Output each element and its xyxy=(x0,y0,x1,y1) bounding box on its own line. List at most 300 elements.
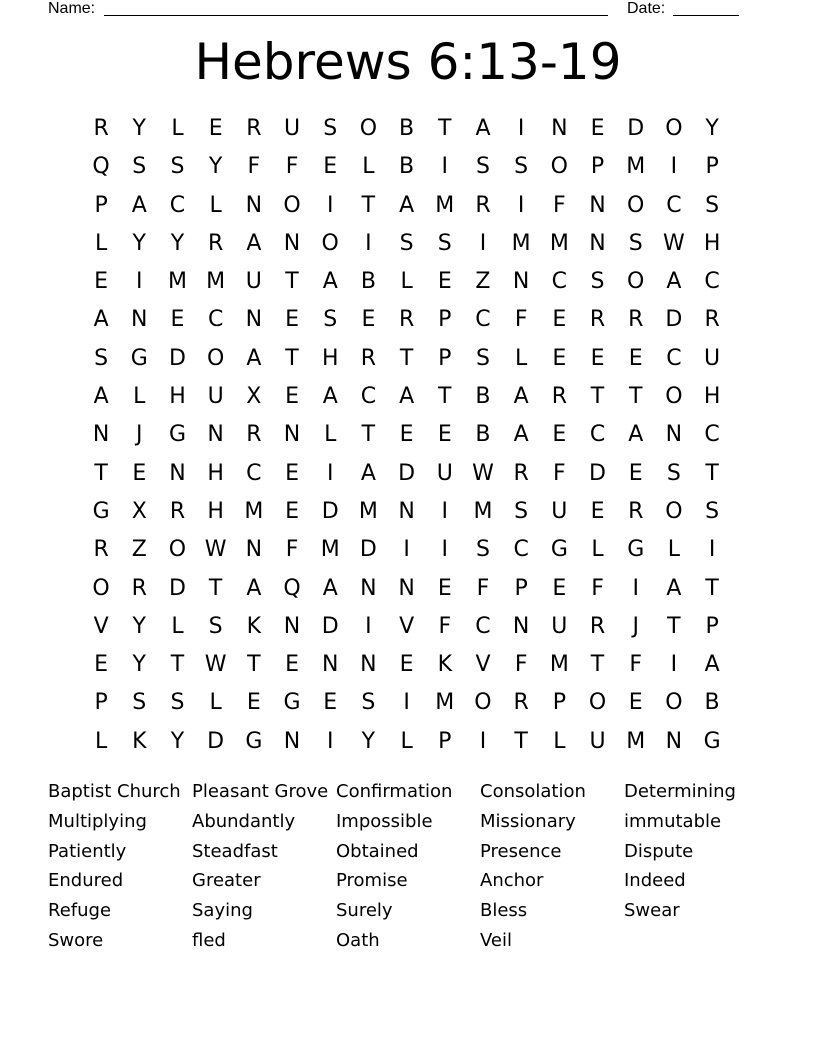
grid-letter: I xyxy=(479,728,487,754)
grid-letter: A xyxy=(399,192,415,218)
grid-letter: Y xyxy=(132,652,146,678)
grid-letter: L xyxy=(324,422,337,448)
grid-letter: E xyxy=(437,269,452,295)
word-list-item: Swear xyxy=(624,900,680,922)
grid-letter: N xyxy=(512,269,530,295)
grid-letter: N xyxy=(665,422,683,448)
grid-letter: R xyxy=(628,498,644,524)
grid-letter: H xyxy=(169,384,186,410)
grid-letter: P xyxy=(94,192,108,218)
grid-letter: D xyxy=(168,575,186,601)
word-list-item: Multiplying xyxy=(48,810,147,832)
grid-letter: E xyxy=(399,652,414,678)
word-list-item: fled xyxy=(192,929,226,951)
grid-letter: W xyxy=(472,460,494,486)
grid-letter: R xyxy=(551,384,567,410)
word-list-item: Swore xyxy=(48,929,104,951)
grid-letter: P xyxy=(705,154,719,180)
grid-letter: E xyxy=(208,116,223,141)
grid-letter: M xyxy=(320,537,340,563)
grid-letter: E xyxy=(94,652,109,678)
grid-letter: I xyxy=(326,460,334,486)
word-list-item: Refuge xyxy=(48,900,112,922)
grid-letter: Y xyxy=(132,116,146,141)
word-list-item: Missionary xyxy=(480,810,576,832)
grid-letter: O xyxy=(474,690,492,716)
grid-letter: C xyxy=(207,307,224,333)
grid-letter: O xyxy=(627,269,645,295)
grid-letter: A xyxy=(322,575,338,601)
grid-letter: C xyxy=(551,269,568,295)
grid-letter: L xyxy=(400,269,413,295)
word-list-item: Promise xyxy=(336,870,408,892)
grid-letter: C xyxy=(475,307,491,333)
grid-letter: U xyxy=(283,116,301,141)
grid-letter: D xyxy=(589,460,606,486)
grid-letter: E xyxy=(552,345,567,371)
grid-letter: N xyxy=(92,422,110,448)
grid-letter: I xyxy=(365,230,372,256)
grid-letter: D xyxy=(359,537,377,563)
grid-letter: M xyxy=(358,498,378,524)
grid-letter: P xyxy=(438,345,452,371)
grid-letter: N xyxy=(321,652,339,678)
grid-letter: L xyxy=(94,230,108,256)
grid-letter: S xyxy=(170,690,185,716)
grid-letter: R xyxy=(589,307,606,333)
grid-letter: R xyxy=(360,345,377,371)
grid-letter: I xyxy=(632,575,639,601)
grid-letter: R xyxy=(513,460,529,486)
grid-letter: A xyxy=(513,384,529,410)
grid-letter: Y xyxy=(170,230,185,256)
grid-letter: N xyxy=(283,613,301,639)
date-blank-line[interactable] xyxy=(673,0,739,16)
grid-letter: C xyxy=(475,613,491,639)
name-label: Name: xyxy=(48,0,96,17)
grid-letter: A xyxy=(246,345,262,371)
grid-letter: P xyxy=(438,307,452,333)
grid-letter: N xyxy=(360,575,377,601)
grid-letter: N xyxy=(360,652,377,678)
grid-letter: N xyxy=(169,460,186,486)
grid-letter: F xyxy=(514,652,528,678)
grid-letter: T xyxy=(438,116,452,141)
grid-letter: S xyxy=(705,192,720,218)
grid-letter: Y xyxy=(132,230,146,256)
word-list-item: Pleasant Grove xyxy=(192,781,329,802)
grid-letter: I xyxy=(403,537,410,563)
grid-letter: I xyxy=(326,728,334,754)
grid-letter: R xyxy=(131,575,147,601)
grid-letter: L xyxy=(667,537,681,563)
grid-letter: G xyxy=(703,728,721,754)
grid-letter: E xyxy=(628,460,643,486)
grid-letter: S xyxy=(514,154,529,180)
grid-letter: C xyxy=(246,460,262,486)
grid-letter: L xyxy=(94,728,108,754)
grid-letter: S xyxy=(437,230,452,256)
grid-letter: K xyxy=(437,652,452,678)
grid-letter: F xyxy=(553,460,566,486)
grid-letter: R xyxy=(208,230,224,256)
grid-letter: L xyxy=(209,192,222,218)
grid-letter: A xyxy=(475,116,491,141)
grid-letter: O xyxy=(206,345,225,371)
grid-letter: M xyxy=(244,498,264,524)
word-list-item: Impossible xyxy=(336,810,433,832)
grid-letter: T xyxy=(705,460,719,486)
page-title: Hebrews 6:13-19 xyxy=(194,33,622,91)
grid-letter: G xyxy=(283,690,301,716)
grid-letter: E xyxy=(285,307,299,333)
name-blank-line[interactable] xyxy=(104,0,608,16)
grid-letter: E xyxy=(246,690,261,716)
grid-letter: N xyxy=(589,230,606,256)
grid-letter: B xyxy=(475,384,491,410)
grid-letter: E xyxy=(628,345,643,371)
grid-letter: S xyxy=(132,154,147,180)
grid-letter: F xyxy=(629,652,643,678)
grid-letter: N xyxy=(245,537,263,563)
grid-letter: I xyxy=(670,154,678,180)
grid-letter: S xyxy=(628,230,643,256)
grid-letter: T xyxy=(667,613,681,639)
grid-letter: Z xyxy=(131,537,147,563)
grid-letter: O xyxy=(359,116,378,141)
grid-letter: R xyxy=(589,613,606,639)
grid-letter: G xyxy=(92,498,110,524)
grid-letter: M xyxy=(435,690,455,716)
grid-letter: I xyxy=(136,269,143,295)
grid-letter: N xyxy=(398,498,415,524)
grid-letter: H xyxy=(321,345,339,371)
grid-letter: T xyxy=(628,384,643,410)
word-list-item: Patiently xyxy=(48,840,127,862)
grid-letter: N xyxy=(512,613,530,639)
grid-letter: A xyxy=(360,460,376,486)
grid-letter: T xyxy=(170,652,185,678)
grid-letter: E xyxy=(285,498,299,524)
grid-letter: R xyxy=(628,307,644,333)
word-list-item: Oath xyxy=(336,929,380,951)
grid-letter: R xyxy=(513,690,529,716)
grid-letter: U xyxy=(245,269,262,295)
grid-letter: E xyxy=(437,575,452,601)
grid-letter: T xyxy=(285,345,299,371)
grid-letter: F xyxy=(438,613,452,639)
date-label: Date: xyxy=(627,0,666,17)
grid-letter: R xyxy=(93,116,109,141)
grid-letter: P xyxy=(590,154,605,180)
grid-letter: I xyxy=(441,498,449,524)
grid-letter: R xyxy=(398,307,415,333)
grid-letter: H xyxy=(703,230,721,256)
grid-letter: T xyxy=(361,422,376,448)
word-list-item: Greater xyxy=(192,870,261,892)
grid-letter: N xyxy=(207,422,224,448)
grid-letter: Y xyxy=(170,728,185,754)
grid-letter: Q xyxy=(92,154,110,180)
grid-letter: I xyxy=(441,154,449,180)
grid-letter: S xyxy=(170,154,185,180)
grid-letter: O xyxy=(665,116,683,141)
grid-letter: N xyxy=(551,116,568,141)
grid-letter: C xyxy=(513,537,529,563)
grid-letter: N xyxy=(283,422,301,448)
grid-letter: P xyxy=(552,690,566,716)
grid-letter: I xyxy=(441,537,449,563)
grid-letter: A xyxy=(666,269,682,295)
grid-letter: P xyxy=(705,613,719,639)
grid-letter: E xyxy=(552,575,567,601)
grid-letter: D xyxy=(627,116,645,141)
grid-letter: M xyxy=(549,230,569,256)
grid-letter: L xyxy=(515,345,528,371)
grid-letter: S xyxy=(94,345,109,371)
grid-letter: L xyxy=(591,537,604,563)
grid-letter: W xyxy=(204,652,227,678)
grid-letter: O xyxy=(550,154,568,180)
word-list-item: Indeed xyxy=(624,870,686,892)
grid-letter: O xyxy=(665,690,683,716)
grid-letter: U xyxy=(704,345,721,371)
grid-letter: N xyxy=(283,230,301,256)
grid-letter: H xyxy=(703,384,721,410)
grid-letter: K xyxy=(246,613,262,639)
word-list-item: Bless xyxy=(480,900,528,922)
grid-letter: A xyxy=(246,575,262,601)
grid-letter: S xyxy=(475,154,490,180)
grid-letter: G xyxy=(245,728,263,754)
grid-letter: M xyxy=(549,652,569,678)
grid-letter: L xyxy=(209,690,222,716)
grid-letter: O xyxy=(321,230,339,256)
grid-letter: S xyxy=(323,307,338,333)
grid-letter: P xyxy=(438,728,452,754)
grid-letter: I xyxy=(326,192,334,218)
word-list-item: Anchor xyxy=(480,870,544,892)
grid-letter: I xyxy=(517,192,525,218)
grid-letter: O xyxy=(588,690,607,716)
grid-letter: T xyxy=(590,384,605,410)
grid-letter: F xyxy=(247,154,261,180)
grid-letter: S xyxy=(475,537,490,563)
grid-letter: M xyxy=(511,230,531,256)
word-list-item: Consolation xyxy=(480,781,586,802)
grid-letter: O xyxy=(168,537,187,563)
grid-letter: G xyxy=(550,537,568,563)
grid-letter: A xyxy=(246,230,262,256)
grid-letter: E xyxy=(552,307,567,333)
grid-letter: C xyxy=(589,422,606,448)
grid-letter: U xyxy=(436,460,453,486)
grid-letter: Y xyxy=(208,154,223,180)
word-list-item: Veil xyxy=(480,929,512,951)
grid-letter: M xyxy=(167,269,187,295)
grid-letter: T xyxy=(208,575,223,601)
grid-letter: S xyxy=(475,345,490,371)
word-list-item: Saying xyxy=(192,900,253,922)
grid-letter: T xyxy=(590,652,605,678)
grid-letter: D xyxy=(168,345,186,371)
grid-letter: F xyxy=(285,154,299,180)
grid-letter: E xyxy=(285,460,299,486)
grid-letter: S xyxy=(514,498,529,524)
grid-letter: A xyxy=(93,307,109,333)
grid-letter: E xyxy=(399,422,414,448)
grid-letter: A xyxy=(666,575,682,601)
grid-letter: M xyxy=(626,154,646,180)
grid-letter: N xyxy=(589,192,606,218)
grid-letter: B xyxy=(360,269,376,295)
grid-letter: L xyxy=(171,116,184,141)
grid-letter: R xyxy=(93,537,109,563)
grid-letter: G xyxy=(627,537,645,563)
grid-letter: U xyxy=(551,613,568,639)
word-list-item: Abundantly xyxy=(192,810,296,832)
grid-letter: X xyxy=(246,384,262,410)
grid-letter: M xyxy=(435,192,455,218)
word-list-item: Dispute xyxy=(624,840,694,862)
grid-letter: W xyxy=(663,230,685,256)
grid-letter: S xyxy=(132,690,147,716)
grid-letter: D xyxy=(321,498,339,524)
grid-letter: C xyxy=(169,192,186,218)
grid-letter: K xyxy=(132,728,147,754)
grid-letter: I xyxy=(670,652,678,678)
grid-letter: I xyxy=(517,116,525,141)
grid-letter: V xyxy=(475,652,491,678)
letter-grid xyxy=(82,110,731,761)
grid-letter: A xyxy=(131,192,147,218)
grid-letter: L xyxy=(362,154,375,180)
grid-letter: C xyxy=(704,422,720,448)
grid-letter: T xyxy=(247,652,261,678)
grid-letter: E xyxy=(285,652,299,678)
grid-letter: L xyxy=(400,728,413,754)
grid-letter: B xyxy=(475,422,491,448)
grid-letter: U xyxy=(207,384,224,410)
grid-letter: T xyxy=(285,269,299,295)
grid-letter: M xyxy=(473,498,493,524)
grid-letter: V xyxy=(399,613,415,639)
grid-letter: U xyxy=(589,728,606,754)
grid-letter: U xyxy=(551,498,568,524)
word-list-item: Steadfast xyxy=(192,840,278,862)
grid-letter: R xyxy=(169,498,186,524)
grid-letter: S xyxy=(399,230,414,256)
word-list-item: immutable xyxy=(624,810,722,832)
grid-letter: M xyxy=(206,269,226,295)
grid-letter: E xyxy=(628,690,643,716)
grid-letter: M xyxy=(626,728,646,754)
grid-letter: E xyxy=(94,269,109,295)
grid-letter: T xyxy=(705,575,719,601)
grid-letter: A xyxy=(513,422,529,448)
grid-letter: J xyxy=(136,422,143,448)
grid-letter: B xyxy=(704,690,720,716)
grid-letter: L xyxy=(133,384,146,410)
grid-letter: A xyxy=(93,384,109,410)
grid-letter: C xyxy=(704,269,720,295)
grid-letter: E xyxy=(590,345,605,371)
grid-letter: O xyxy=(665,384,683,410)
word-list-item: Confirmation xyxy=(336,781,453,802)
grid-letter: H xyxy=(207,498,224,524)
grid-letter: Y xyxy=(705,116,719,141)
grid-letter: F xyxy=(553,192,566,218)
grid-letter: C xyxy=(360,384,377,410)
grid-letter: A xyxy=(704,652,720,678)
grid-letter: E xyxy=(323,154,338,180)
grid-letter: N xyxy=(245,192,263,218)
grid-letter: A xyxy=(322,269,338,295)
grid-letter: I xyxy=(708,537,716,563)
grid-letter: C xyxy=(666,192,682,218)
grid-letter: E xyxy=(590,498,605,524)
grid-letter: S xyxy=(323,116,338,141)
grid-letter: F xyxy=(285,537,299,563)
grid-letter: E xyxy=(361,307,376,333)
grid-letter: Y xyxy=(132,613,146,639)
grid-letter: A xyxy=(628,422,644,448)
grid-letter: T xyxy=(438,384,452,410)
grid-letter: S xyxy=(208,613,223,639)
grid-letter: P xyxy=(514,575,528,601)
grid-letter: S xyxy=(705,498,720,524)
grid-letter: R xyxy=(704,307,720,333)
grid-letter: S xyxy=(666,460,681,486)
grid-letter: D xyxy=(321,613,339,639)
grid-letter: T xyxy=(514,728,528,754)
grid-letter: H xyxy=(207,460,224,486)
grid-letter: L xyxy=(553,728,566,754)
grid-letter: B xyxy=(399,116,415,141)
grid-letter: O xyxy=(92,575,110,601)
grid-letter: R xyxy=(475,192,491,218)
grid-letter: N xyxy=(665,728,683,754)
grid-letter: X xyxy=(131,498,147,524)
grid-letter: N xyxy=(245,307,263,333)
grid-letter: T xyxy=(94,460,108,486)
grid-letter: S xyxy=(361,690,376,716)
word-list-item: Presence xyxy=(480,840,562,862)
grid-letter: N xyxy=(398,575,415,601)
grid-letter: O xyxy=(283,192,301,218)
grid-letter: F xyxy=(514,307,528,333)
grid-letter: B xyxy=(399,154,415,180)
grid-letter: N xyxy=(131,307,148,333)
grid-letter: A xyxy=(399,384,415,410)
grid-letter: D xyxy=(665,307,683,333)
grid-letter: E xyxy=(323,690,338,716)
grid-letter: F xyxy=(476,575,490,601)
grid-letter: T xyxy=(399,345,414,371)
grid-letter: I xyxy=(365,613,372,639)
word-list-item: Endured xyxy=(48,870,124,892)
grid-letter: W xyxy=(204,537,227,563)
grid-letter: N xyxy=(283,728,301,754)
grid-letter: E xyxy=(437,422,452,448)
grid-letter: V xyxy=(93,613,109,639)
grid-letter: E xyxy=(132,460,147,486)
grid-letter: Y xyxy=(361,728,376,754)
grid-letter: D xyxy=(398,460,416,486)
grid-letter: C xyxy=(666,345,682,371)
grid-letter: E xyxy=(170,307,185,333)
grid-letter: R xyxy=(246,422,262,448)
